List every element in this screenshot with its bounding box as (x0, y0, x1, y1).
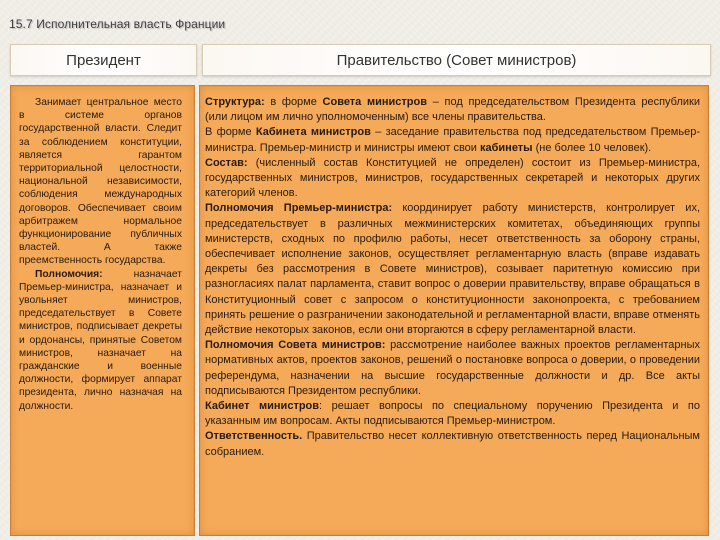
structure-block (205, 95, 700, 125)
header-president (10, 44, 197, 76)
cabinet-form-text-e: (не более 10 человек). (532, 141, 652, 154)
president-powers-text: назначает Премьер-министра, назначает и увольняет министров, председательствует в Совете министров, подписывает декреты и ордонансы, принятые Советом министров, назначает на гражданские и военные должности, формирует аппарат президента, лично назначая на должности. (19, 268, 182, 412)
composition-label: Состав: (205, 156, 248, 169)
cabinet-text: : решает вопросы по специальному поручению Президента и по указанным им вопросам. Акты подписываются Премьер-министром. (205, 400, 701, 428)
header-president-label: Президент (66, 51, 141, 69)
council-of-ministers-term: Совета министров (322, 96, 428, 108)
structure-label: Структура: (205, 96, 265, 108)
pm-powers-text: координирует работу министерств, контролирует их, председательствует в различных межминистерских комитетах, объединяющих группы министерств, сходных по профилю работы, несет ответственность за оборону страны, обеспечивает исполнение законов, осуществляет регламентарную власть (вправе издавать декреты без рассмотрения в Совете министров), созывает паритетную комиссию при разногласиях палат парламента, ставит вопрос о доверии правительству, вправе обращаться в Конституционный совет с запросом о конституционности законопроекта, с требованием принять решение о разграничении законодательной и регламентарной власти, вправе отменять действие некоторых законов, если они вторгаются в сферу регламентарной власти. (205, 202, 700, 337)
responsibility-block (205, 429, 700, 459)
header-government (202, 44, 711, 76)
cabinet-label: Кабинет министров (205, 400, 320, 413)
cabinet-form-block (205, 125, 700, 155)
composition-text: (численный состав Конституцией не определен) состоит из Премьер-министра, государственных министров, министров, государственных секретарей и некоторых других категорий членов. (205, 156, 700, 200)
responsibility-text: Правительство несет коллективную ответственность перед Национальным собранием. (205, 430, 700, 458)
cabinet-form-text-a: В форме (205, 126, 256, 139)
structure-text-a: в форме (264, 96, 323, 108)
header-government-label: Правительство (Совет министров) (336, 51, 577, 69)
council-powers-label: Полномочия Совета министров: (205, 339, 386, 352)
cabinet-of-ministers-term: Кабинета министров (255, 126, 371, 139)
council-powers-block (205, 338, 700, 399)
council-powers-text: рассмотрение наиболее важных проектов регламентарных нормативных актов, проектов законов, решений о постановке вопроса о доверии, о проведении референдума, назначении на высшие государственные должности и др. Все акты подписываются Президентом республики. (205, 339, 700, 397)
president-role-text: Занимает центральное место в системе органов государственной власти. Следит за соблюдением конституции, является гарантом территориальной целостности, национальной независимости, соблюдения международных договоров. Обеспечивает своим арбитражем нормальное функционирование публичных властей. А также преемственность государства. (19, 97, 182, 267)
pm-powers-block (205, 201, 700, 338)
president-powers-label: Полномочия: (35, 268, 103, 280)
president-powers (19, 268, 182, 413)
structure-text-c: – под председательством Президента республики (или лицом им лично уполномоченным) все члены правительства. (205, 96, 700, 124)
cabinet-form-text-c: – заседание правительства под председательством Премьер-министра. Премьер-министр и министры имеют свои (205, 126, 700, 154)
president-panel (10, 85, 195, 536)
government-panel (199, 85, 709, 536)
cabinets-term: кабинеты (480, 141, 533, 154)
slide-title: 15.7 Исполнительная власть Франции (9, 17, 226, 31)
composition-block (205, 156, 700, 202)
pm-powers-label: Полномочия Премьер-министра: (205, 202, 393, 215)
responsibility-label: Ответственность. (205, 430, 303, 443)
cabinet-block (205, 399, 700, 429)
